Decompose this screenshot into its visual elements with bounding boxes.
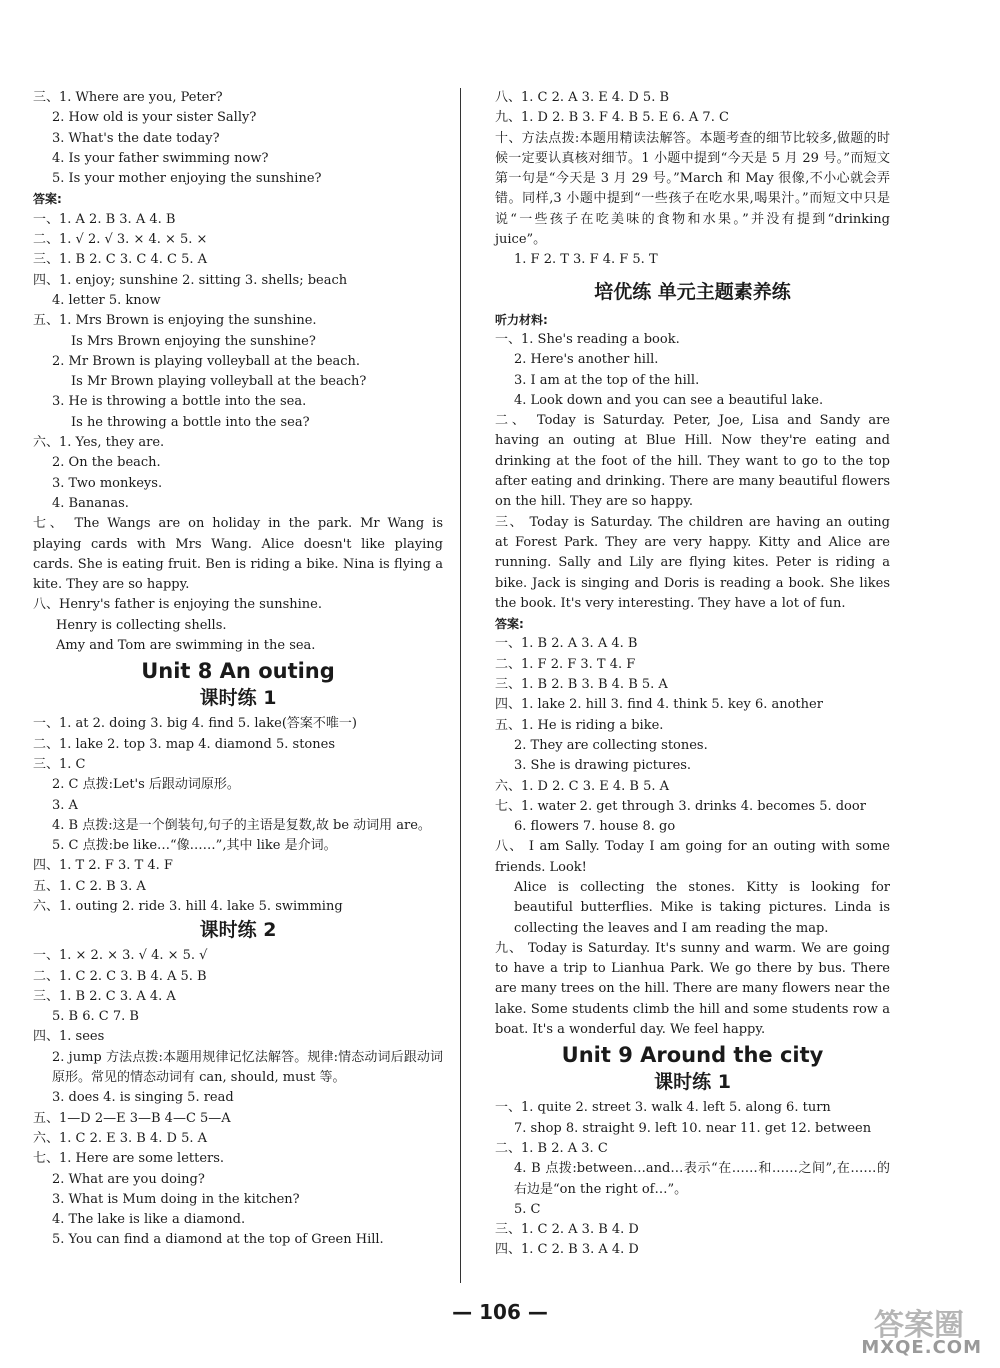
text-line: 2. They are collecting stones. (514, 737, 708, 753)
text-line: 7. shop 8. straight 9. left 10. near 11. get 12. between (514, 1120, 872, 1136)
text-line: 二、1. B 2. A 3. C (495, 1140, 608, 1156)
heading: 课时练 1 (199, 687, 277, 710)
text-line: 4. Look down and you can see a beautiful lake. (514, 392, 824, 408)
text-line: 5. C (514, 1201, 541, 1217)
text-line: 三、 Today is Saturday. The children are having an outing at Forest Park. They are very happy. Kitty and Alice are running. Sally and Lily are flying kites. Peter is riding a bike. Jack is singing and Doris is reading a book. She likes the book. It's very interesting. They have a lot of fun. (495, 514, 890, 611)
text-line: 二、1. F 2. F 3. T 4. F (495, 656, 636, 672)
text-line: 2. Here's another hill. (514, 352, 659, 368)
text-line: 三、1. B 2. B 3. B 4. B 5. A (495, 677, 668, 693)
text-line: 一、1. at 2. doing 3. big 4. find 5. lake(答案不唯一) (33, 716, 357, 732)
text-line: 听力材料: (495, 312, 548, 327)
text-line: 六、1. Yes, they are. (33, 435, 165, 451)
text-line: 一、1. × 2. × 3. √ 4. × 5. √ (33, 948, 208, 964)
watermark-text: MXQE.COM (861, 1337, 982, 1358)
text-line: 八、1. C 2. A 3. E 4. D 5. B (495, 90, 670, 105)
text-line: 2. jump 方法点拨:本题用规律记忆法解答。规律:情态动词后跟动词原形。常见的情态动词有 can, should, must 等。 (52, 1049, 443, 1086)
column-divider (460, 88, 461, 1283)
heading: Unit 8 An outing (141, 659, 335, 684)
text-line: Is Mr Brown playing volleyball at the beach? (71, 374, 367, 390)
text-line: 2. How old is your sister Sally? (52, 110, 257, 126)
text-line: 2. C 点拨:Let's 后跟动词原形。 (52, 777, 240, 793)
left-column (33, 88, 443, 1251)
text-line: 3. He is throwing a bottle into the sea. (52, 394, 307, 410)
text-line: Is he throwing a bottle into the sea? (71, 414, 310, 430)
text-line: 七、 The Wangs are on holiday in the park. Mr Wang is playing cards with Mrs Wang. Alice doesn't like playing cards. She is eating fruit. Ben is riding a bike. Nina is flying a kite. They are so happy. (33, 516, 443, 593)
text-line: 三、1. C (33, 756, 86, 772)
text-line: 四、1. sees (33, 1029, 105, 1045)
text-line: 四、1. C 2. B 3. A 4. D (495, 1242, 639, 1258)
text-line: 4. letter 5. know (52, 292, 161, 308)
text-line: 八、 I am Sally. Today I am going for an outing with some friends. Look! (495, 839, 890, 875)
text-line: 五、1. C 2. B 3. A (33, 878, 146, 894)
text-line: 五、1. Mrs Brown is enjoying the sunshine. (33, 313, 317, 329)
text-line: 七、1. water 2. get through 3. drinks 4. becomes 5. door (495, 798, 866, 814)
text-line: 5. You can find a diamond at the top of Green Hill. (52, 1232, 384, 1248)
text-line: 2. On the beach. (52, 455, 161, 471)
text-line: 四、1. enjoy; sunshine 2. sitting 3. shells; beach (33, 272, 348, 288)
text-line: 一、1. B 2. A 3. A 4. B (495, 636, 638, 652)
text-line: 3. Two monkeys. (52, 475, 163, 491)
text-line: 5. B 6. C 7. B (52, 1009, 139, 1025)
text-line: 4. Is your father swimming now? (52, 150, 269, 166)
text-line: 六、1. D 2. C 3. E 4. B 5. A (495, 778, 670, 794)
text-line: 4. Bananas. (52, 495, 129, 511)
text-line: 4. B 点拨:between…and…表示“在……和……之间”,在……的右边是“on the right of…”。 (514, 1161, 890, 1197)
text-line: 三、1. C 2. A 3. B 4. D (495, 1222, 639, 1238)
heading: Unit 9 Around the city (561, 1043, 824, 1068)
text-line: 五、1. He is riding a bike. (495, 717, 664, 733)
text-line: 六、1. outing 2. ride 3. hill 4. lake 5. swimming (33, 898, 343, 914)
heading: 课时练 1 (654, 1071, 731, 1094)
right-column (495, 88, 890, 1261)
text-line: 一、1. She's reading a book. (495, 331, 680, 347)
text-line: 七、1. Here are some letters. (33, 1151, 225, 1167)
text-line: 答案: (33, 192, 62, 207)
text-line: 八、Henry's father is enjoying the sunshine. (33, 597, 322, 613)
text-line: 四、1. lake 2. hill 3. find 4. think 5. key 6. another (495, 697, 823, 713)
text-line: 一、1. A 2. B 3. A 4. B (33, 211, 176, 227)
text-line: 二、 Today is Saturday. Peter, Joe, Lisa and Sandy are having an outing at Blue Hill. Now they're eating and drinking at the foot of the hill. They want to go to the top after eating and drinking. There are many beautiful flowers on the hill. They are so happy. (495, 413, 890, 510)
text-line: 6. flowers 7. house 8. go (514, 819, 676, 835)
text-line: 三、1. B 2. C 3. A 4. A (33, 988, 176, 1004)
text-line: 十、方法点拨:本题用精读法解答。本题考查的细节比较多,做题的时候一定要认真核对细节。1 小题中提到“今天是 5 月 29 号。”而短文第一句是“今天是 3 月 29 号。”March 和 May 很像,不小心就会弄错。同样,3 小题中提到“一些孩子在吃水果,喝果汁。”而短文中只是说“一些孩子在吃美味的食物和水果。”并没有提到“drinking juice”。 (495, 130, 890, 248)
text-line: 二、1. √ 2. √ 3. × 4. × 5. × (33, 232, 208, 248)
page-number: — 106 — (452, 1300, 548, 1324)
watermark-logo (832, 1300, 982, 1358)
text-line: 九、 Today is Saturday. It's sunny and warm. We are going to have a trip to Lianhua Park. We go there by bus. There are many trees on the hill. There are many flowers near the lake. Some students climb the hill and some students row a boat. It's a wonderful day. We feel happy. (495, 940, 890, 1038)
text-line: Amy and Tom are swimming in the sea. (56, 638, 316, 654)
text-line: 五、1—D 2—E 3—B 4—C 5—A (33, 1110, 231, 1126)
text-line: 3. What's the date today? (52, 130, 220, 146)
heading: 课时练 2 (199, 919, 277, 942)
text-line: 二、1. lake 2. top 3. map 4. diamond 5. stones (33, 736, 335, 752)
text-line: 二、1. C 2. C 3. B 4. A 5. B (33, 968, 207, 984)
text-line: 1. F 2. T 3. F 4. F 5. T (514, 252, 658, 268)
text-line: 四、1. T 2. F 3. T 4. F (33, 858, 173, 874)
text-line: 3. She is drawing pictures. (514, 758, 692, 774)
text-line: Is Mrs Brown enjoying the sunshine? (71, 333, 316, 349)
text-line: 一、1. quite 2. street 3. walk 4. left 5. along 6. turn (495, 1100, 831, 1116)
text-line: 三、1. Where are you, Peter? (33, 90, 223, 105)
heading: 培优练 单元主题素养练 (594, 280, 791, 303)
text-line: 4. B 点拨:这是一个倒装句,句子的主语是复数,故 be 动词用 are。 (52, 817, 431, 833)
text-line: 三、1. B 2. C 3. C 4. C 5. A (33, 252, 207, 268)
text-line: 六、1. C 2. E 3. B 4. D 5. A (33, 1130, 208, 1146)
text-line: 4. The lake is like a diamond. (52, 1212, 246, 1228)
text-line: 5. C 点拨:be like…“像……”,其中 like 是介词。 (52, 838, 337, 854)
text-line: 2. What are you doing? (52, 1171, 205, 1187)
text-line: 3. I am at the top of the hill. (514, 372, 700, 388)
text-line: 3. What is Mum doing in the kitchen? (52, 1191, 300, 1207)
text-line: 3. does 4. is singing 5. read (52, 1090, 234, 1106)
text-line: 答案: (495, 617, 524, 632)
text-line: 2. Mr Brown is playing volleyball at the beach. (52, 353, 361, 369)
text-line: 九、1. D 2. B 3. F 4. B 5. E 6. A 7. C (495, 110, 729, 126)
text-line: Alice is collecting the stones. Kitty is looking for beautiful butterflies. Mike is taking pictures. Linda is collecting the leaves and I am reading the map. (514, 879, 890, 936)
watermark-icon: 答案圈 (874, 1308, 964, 1343)
text-line: Henry is collecting shells. (56, 617, 227, 633)
text-line: 3. A (52, 797, 78, 813)
text-line: 5. Is your mother enjoying the sunshine? (52, 171, 322, 187)
